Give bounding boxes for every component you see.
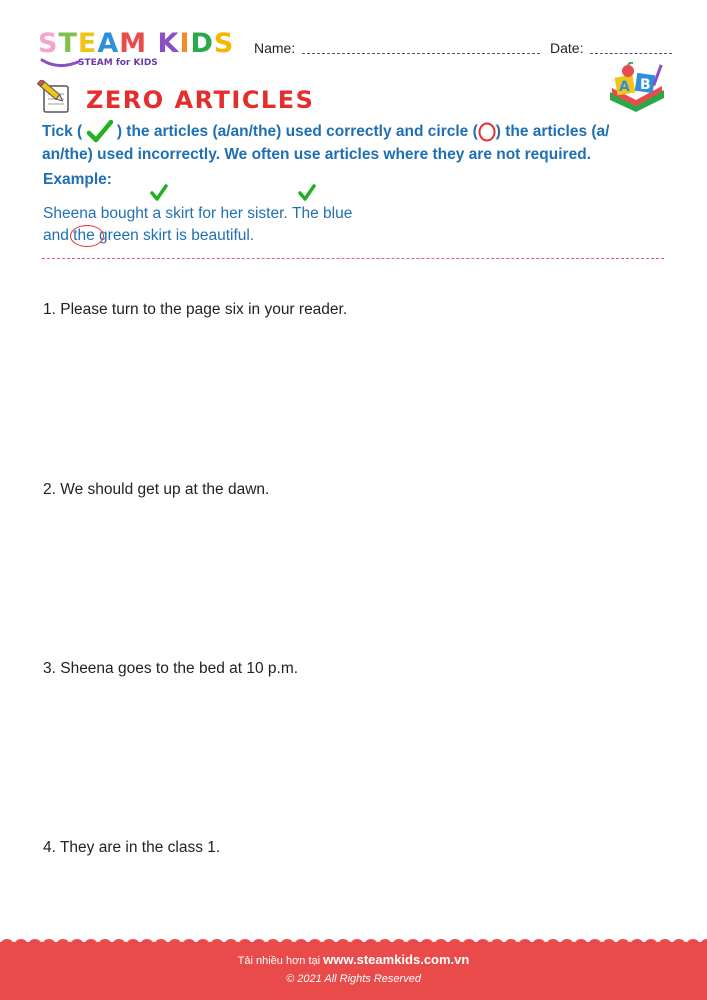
logo-letter: M (119, 28, 148, 59)
example-line2-a: and (43, 227, 74, 244)
logo-letter: S (213, 28, 235, 59)
tick-icon (298, 184, 316, 202)
question-2: 2. We should get up at the dawn. (43, 481, 270, 498)
example-line1-c: skirt for her sister. (161, 205, 293, 222)
date-field[interactable] (590, 53, 672, 54)
example-label: Example: (43, 171, 112, 188)
footer-site-link[interactable]: www.steamkids.com.vn (323, 952, 470, 967)
instructions (42, 120, 662, 166)
logo-letter: E (77, 28, 98, 59)
instructions-part1: Tick ( (42, 123, 83, 141)
logo-letter: D (190, 28, 214, 59)
question-3: 3. Sheena goes to the bed at 10 p.m. (43, 660, 299, 677)
instructions-part2: ) the articles (a/an/the) used correctly and circle ( (116, 123, 478, 141)
logo-wordmark (38, 30, 238, 58)
example-word-the-correct: The (292, 203, 319, 225)
logo-letter: K (157, 28, 180, 59)
circle-icon (478, 122, 496, 142)
logo-letter (147, 30, 157, 58)
example-line1-a: Sheena bought (43, 205, 153, 222)
tick-icon (150, 184, 168, 202)
pencil-paper-icon (36, 80, 72, 114)
footer (0, 942, 707, 1000)
date-label: Date: (550, 40, 584, 56)
instructions-part3: ) the articles (a/ (495, 123, 610, 141)
example-word-a: a (152, 203, 161, 225)
question-1: 1. Please turn to the page six in your reader. (43, 301, 348, 318)
circle-icon (70, 225, 104, 247)
footer-copyright: © 2021 All Rights Reserved (286, 973, 421, 985)
svg-text:A: A (619, 79, 630, 95)
svg-text:B: B (640, 77, 651, 93)
logo-letter: I (179, 28, 191, 59)
logo-letter: T (58, 28, 78, 59)
logo-letter: A (97, 28, 120, 59)
footer-download (0, 952, 707, 967)
section-divider (42, 258, 664, 259)
example-text (43, 203, 352, 247)
logo-tagline: STEAM for KIDS (78, 58, 158, 68)
tick-icon (87, 120, 113, 144)
abc-book-icon (606, 62, 668, 114)
name-label: Name: (254, 40, 296, 56)
name-field[interactable] (302, 53, 540, 54)
footer-more-text: Tải nhiều hơn tại (237, 955, 324, 967)
steam-kids-logo (38, 30, 238, 72)
logo-swoosh-icon (40, 56, 80, 70)
example-word-the-incorrect: the (73, 225, 95, 247)
example-line2-c: green skirt is beautiful. (94, 227, 255, 244)
logo-letter: S (38, 28, 59, 59)
page-title: ZERO ARTICLES (86, 86, 315, 114)
question-4: 4. They are in the class 1. (43, 839, 221, 856)
example-line1-e: blue (318, 205, 353, 222)
instructions-line2: an/the) used incorrectly. We often use articles where they are not required. (42, 146, 591, 163)
